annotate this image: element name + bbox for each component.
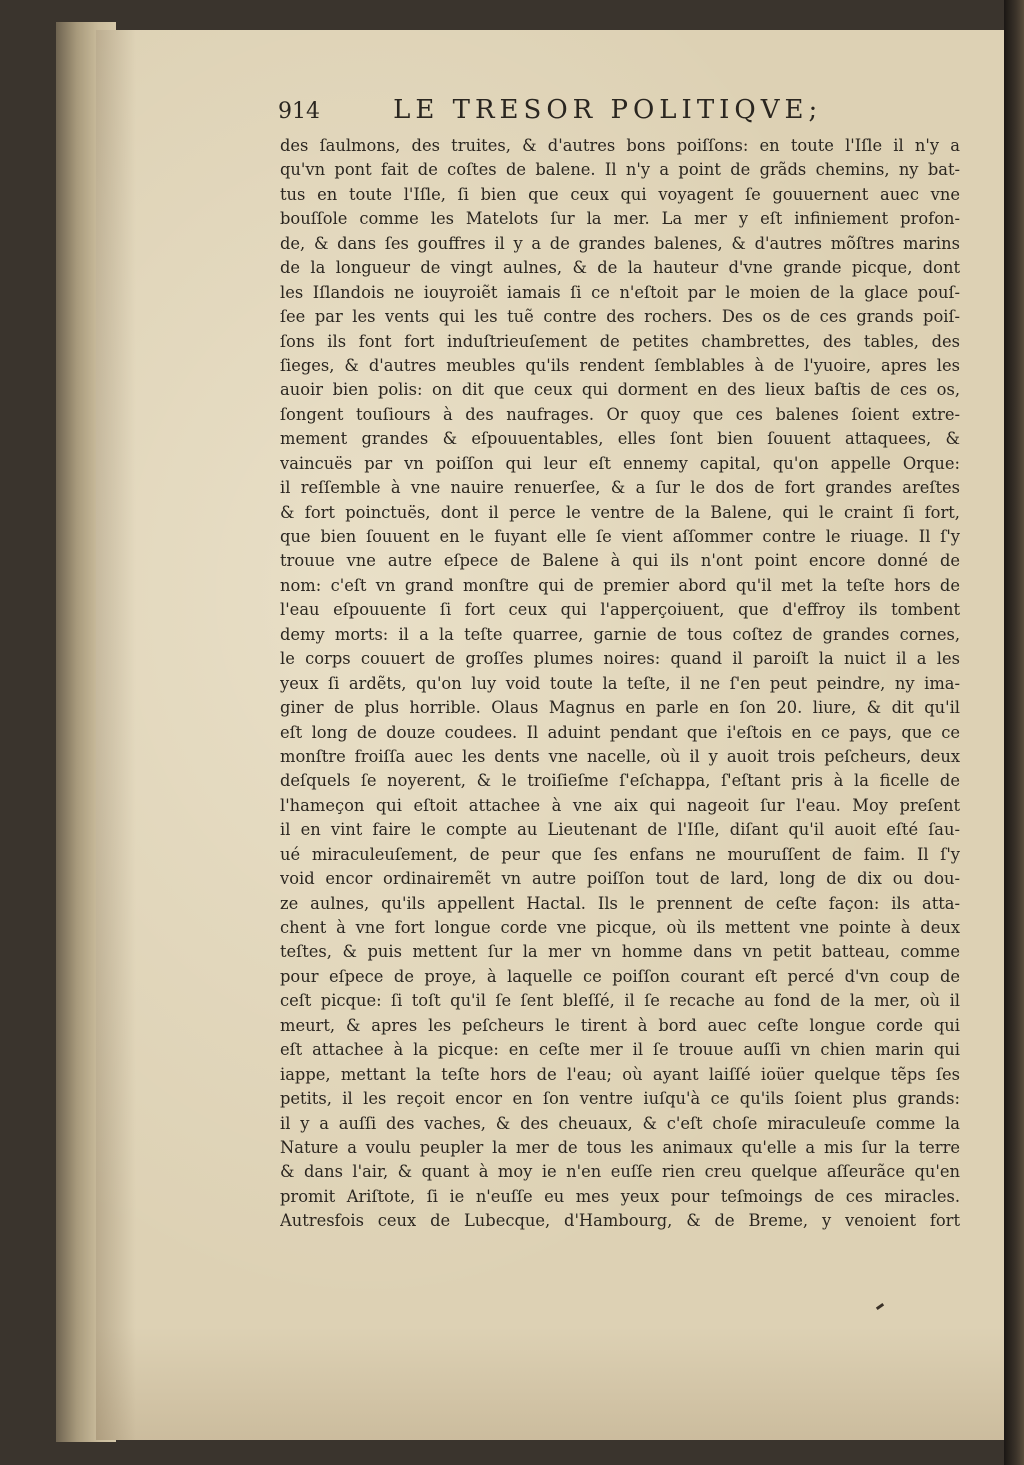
text-line: ué miraculeuſement, de peur que ſes enfans ne mouruſſent de faim. Il ſ'y	[280, 844, 960, 864]
text-line: eſt long de douze coudees. Il aduint pendant que i'eſtois en ce pays, que ce	[280, 722, 960, 742]
text-line: Autresfois ceux de Lubecque, d'Hambourg, & de Breme, y venoient fort	[280, 1211, 960, 1231]
text-line: auoir bien polis: on dit que ceux qui dorment en des lieux baſtis de ces os,	[280, 380, 960, 400]
text-line: Nature a voulu peupler la mer de tous les animaux qu'elle a mis ſur la terre	[280, 1137, 960, 1157]
text-line: il en vint faire le compte au Lieutenant de l'Iſle, diſant qu'il auoit eſté ſau-	[280, 820, 960, 840]
text-line: de la longueur de vingt aulnes, & de la hauteur d'vne grande picque, dont	[280, 258, 960, 278]
running-title: LE TRESOR POLITIQVE;	[393, 95, 823, 125]
running-head	[278, 95, 978, 135]
text-line: trouue vne autre eſpece de Balene à qui ils n'ont point encore donné de	[280, 551, 960, 571]
text-line: promit Ariſtote, ſi ie n'euſſe eu mes yeux pour teſmoings de ces miracles.	[280, 1186, 960, 1206]
text-line: & dans l'air, & quant à moy ie n'en euſſe rien creu quelque aſſeurãce qu'en	[280, 1162, 960, 1182]
text-line: deſquels ſe noyerent, & le troiſieſme ſ'eſchappa, ſ'eſtant pris à la ficelle de	[280, 771, 960, 791]
text-line: chent à vne fort longue corde vne picque, où ils mettent vne pointe à deux	[280, 918, 960, 937]
text-line: ſieges, & d'autres meubles qu'ils rendent ſemblables à de l'yuoire, apres les	[280, 355, 960, 375]
text-line: vaincuës par vn poiſſon qui leur eſt ennemy capital, qu'on appelle Orque:	[280, 453, 960, 473]
text-line: demy morts: il a la teſte quarree, garnie de tous coſtez de grandes cornes,	[280, 624, 960, 644]
text-line: des ſaulmons, des truites, & d'autres bons poiſſons: en toute l'Iſle il n'y a	[280, 136, 960, 155]
text-line: ze aulnes, qu'ils appellent Hactal. Ils le prennent de ceſte façon: ils atta-	[280, 893, 960, 913]
text-line: & fort poinctuës, dont il perce le ventre de la Balene, qui le craint ſi fort,	[280, 502, 960, 522]
text-line: pour eſpece de proye, à laquelle ce poiſſon courant eſt percé d'vn coup de	[280, 966, 960, 986]
text-line: nom: c'eſt vn grand monſtre qui de premier abord qu'il met la teſte hors de	[280, 575, 960, 595]
text-line: teſtes, & puis mettent ſur la mer vn homme dans vn petit batteau, comme	[280, 942, 960, 962]
text-line: tus en toute l'Iſle, ſi bien que ceux qui voyagent ſe gouuernent auec vne	[280, 184, 960, 204]
text-line: mement grandes & eſpouuentables, elles ſont bien ſouuent attaquees, &	[280, 429, 960, 449]
text-line: les Iſlandois ne iouyroiẽt iamais ſi ce n'eſtoit par le moien de la glace pouſ-	[280, 282, 960, 302]
text-line: de, & dans ſes gouffres il y a de grandes balenes, & d'autres mõſtres marins	[280, 233, 960, 253]
text-line: iappe, mettant la teſte hors de l'eau; où ayant laiſſé ioüer quelque tẽps ſes	[280, 1064, 960, 1084]
text-line: void encor ordinairemẽt vn autre poiſſon tout de lard, long de dix ou dou-	[280, 869, 960, 889]
text-line: ſons ils font fort induſtrieuſement de petites chambrettes, des tables, des	[280, 331, 960, 351]
text-line: giner de plus horrible. Olaus Magnus en parle en ſon 20. liure, & dit qu'il	[280, 698, 960, 718]
text-line: le corps couuert de groſſes plumes noires: quand il paroiſt la nuict il a les	[280, 649, 960, 669]
text-line: qu'vn pont fait de coſtes de balene. Il n'y a point de grãds chemins, ny bat-	[280, 160, 960, 180]
text-line: il y a auſſi des vaches, & des cheuaux, & c'eſt choſe miraculeuſe comme la	[280, 1113, 960, 1133]
text-line: ceſt picque: ſi toſt qu'il ſe ſent bleſſé, il ſe recache au fond de la mer, où il	[280, 991, 960, 1011]
page-number: 914	[278, 99, 320, 124]
text-line: yeux ſi ardẽts, qu'on luy void toute la teſte, il ne ſ'en peut peindre, ny ima-	[280, 673, 960, 693]
facing-page-edge	[1004, 0, 1024, 1465]
text-line: l'eau eſpouuente ſi fort ceux qui l'apperçoiuent, que d'effroy ils tombent	[280, 600, 960, 620]
text-line: ſee par les vents qui les tuẽ contre des rochers. Des os de ces grands poiſ-	[280, 307, 960, 327]
text-line: monſtre froiſſa auec les dents vne nacelle, où il y auoit trois peſcheurs, deux	[280, 746, 960, 766]
text-line: ſongent touſiours à des naufrages. Or quoy que ces balenes ſoient extre-	[280, 404, 960, 424]
text-line: bouſſole comme les Matelots ſur la mer. La mer y eſt infiniement profon-	[280, 209, 960, 229]
text-line: que bien ſouuent en le fuyant elle ſe vient aſſommer contre le riuage. Il ſ'y	[280, 527, 960, 546]
text-line: il reſſemble à vne nauire renuerſee, & a ſur le dos de fort grandes areſtes	[280, 478, 960, 498]
text-line: meurt, & apres les peſcheurs le tirent à bord auec ceſte longue corde qui	[280, 1015, 960, 1035]
body-text	[280, 134, 960, 1234]
text-line: eſt attachee à la picque: en ceſte mer il ſe trouue auſſi vn chien marin qui	[280, 1040, 960, 1060]
text-line: petits, il les reçoit encor en ſon ventre iuſqu'à ce qu'ils ſoient plus grands:	[280, 1089, 960, 1109]
text-line: l'hameçon qui eſtoit attachee à vne aix qui nageoit ſur l'eau. Moy preſent	[280, 795, 960, 815]
